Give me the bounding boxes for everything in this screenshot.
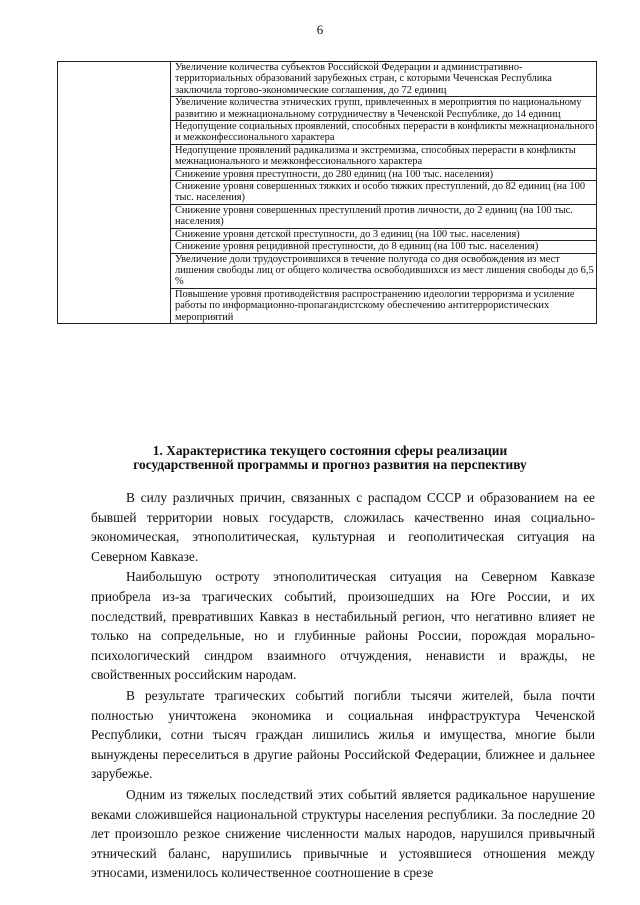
indicator-cell: Недопущение социальных проявлений, способных перерасти в конфликты межнационального и межконфессионального характера [171,121,597,145]
indicator-cell: Увеличение количества этнических групп, привлеченных в мероприятия по национальному развитию и межнациональному сотрудничеству в Чеченской Республике, до 14 единиц [171,97,597,121]
indicator-cell: Недопущение проявлений радикализма и экстремизма, способных перерасти в конфликты межнационального и межконфессионального характера [171,144,597,168]
paragraph-2: Наибольшую остроту этнополитическая ситуация на Северном Кавказе приобрела из-за трагических событий, произошедших на Юге России, и их последствий, превративших Кавказ в нестабильный регион, что негативно влияет не только на сопредельные, но и глубинные районы России, порождая морально-психологический синдром взаимного отчуждения, ненависти и вражды, не свойственных российским народам. [91,569,595,683]
page-number: 6 [316,22,324,37]
paragraph-4: Одним из тяжелых последствий этих событий является радикальное нарушение веками сложившейся национальной структуры населения республики. За последние 20 лет произошло резкое снижение численности малых народов, нарушился привычный этнический баланс, нарушились привычные и устоявшиеся отношения между этносами, изменилось количественное соотношение в срезе [91,786,595,881]
empty-cell [58,62,171,324]
indicators-table [57,61,597,324]
indicators-table-body [58,62,597,324]
table-row [58,62,597,97]
indicator-cell: Снижение уровня преступности, до 280 единиц (на 100 тыс. населения) [171,168,597,180]
section-title [60,444,600,472]
indicator-cell: Снижение уровня совершенных преступлений против личности, до 2 единиц (на 100 тыс. населения) [171,204,597,228]
indicator-cell: Снижение уровня совершенных тяжких и особо тяжких преступлений, до 82 единиц (на 100 тыс. населения) [171,181,597,205]
indicator-cell: Увеличение количества субъектов Российской Федерации и административно-территориальных образований зарубежных стран, с которыми Чеченская Республика заключила торгово-экономические соглашения, до 72 единиц [171,62,597,97]
indicator-cell: Повышение уровня противодействия распространению идеологии терроризма и усиление работы по информационно-пропагандистскому обеспечению антитеррористических мероприятий [171,288,597,323]
section-title-line-1: 1. Характеристика текущего состояния сферы реализации [152,443,508,458]
body-text [91,488,595,884]
indicator-cell: Снижение уровня рецидивной преступности, до 8 единиц (на 100 тыс. населения) [171,241,597,253]
paragraph-1: В силу различных причин, связанных с распадом СССР и образованием на ее бывшей территории новых государств, сложилась качественно иная социально-экономическая, этнополитическая, культурная и геополитическая ситуация на Северном Кавказе. [91,490,595,564]
indicator-cell: Увеличение доли трудоустроившихся в течение полугода со дня освобождения из мест лишения свободы лиц от общего количества освободившихся из мест лишения свободы до 6,5 % [171,253,597,288]
indicator-cell: Снижение уровня детской преступности, до 3 единиц (на 100 тыс. населения) [171,228,597,240]
paragraph-3: В результате трагических событий погибли тысячи жителей, была почти полностью уничтожена экономика и социальная инфраструктура Чеченской Республики, сотни тысяч граждан лишились жилья и имущества, многие были вынуждены переселиться в другие районы Российской Федерации, ближнее и дальнее зарубежье. [91,687,595,782]
section-title-line-2: государственной программы и прогноз развития на перспективу [133,457,527,472]
